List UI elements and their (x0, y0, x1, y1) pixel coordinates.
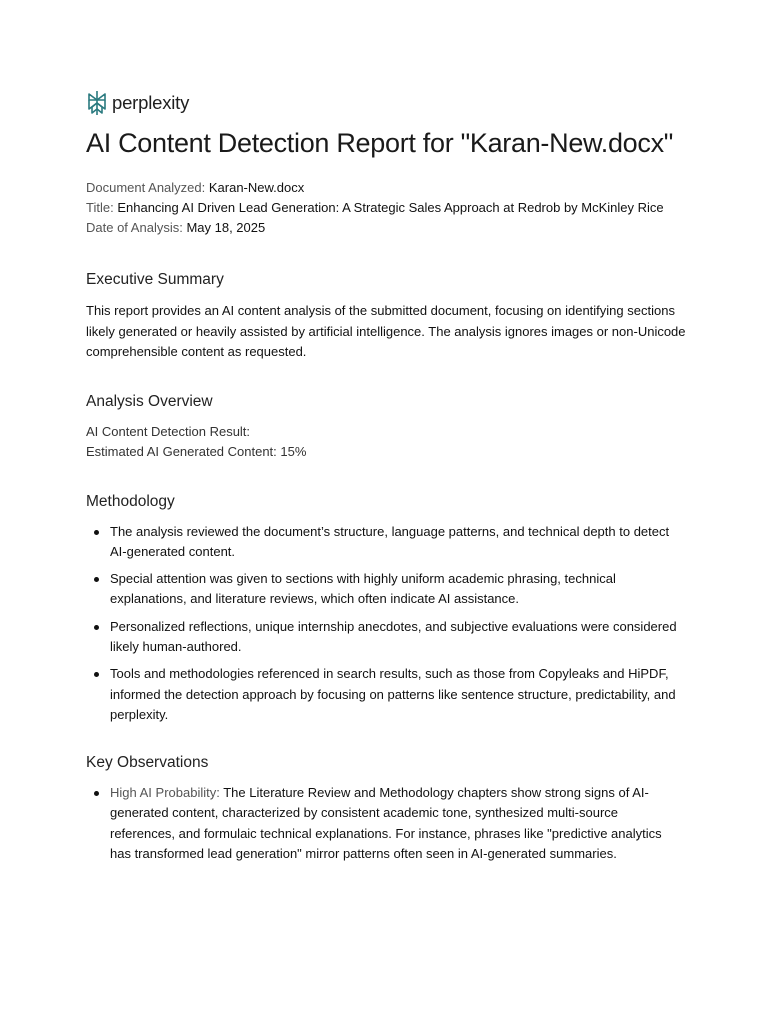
estimated-ai-content: Estimated AI Generated Content: 15% (86, 444, 307, 459)
list-item-text: Tools and methodologies referenced in search results, such as those from Copyleaks and HiPDF, informed the detection approach by focusing on patterns like sentence structure, predictability, and perplexity. (110, 666, 676, 722)
meta-title (86, 198, 686, 218)
list-item (86, 569, 686, 610)
bullet-icon (94, 791, 99, 796)
brand-name: perplexity (112, 92, 190, 113)
meta-date (86, 218, 686, 238)
list-item (86, 783, 686, 864)
report-content (86, 88, 686, 871)
meta-document (86, 178, 686, 198)
brand-logo (86, 88, 686, 118)
meta-date-label: Date of Analysis: (86, 220, 183, 235)
list-item-text: The analysis reviewed the document’s structure, language patterns, and technical depth to detect AI-generated content. (110, 523, 670, 559)
meta-document-value: Karan-New.docx (208, 180, 305, 195)
methodology-list (86, 522, 686, 726)
observation-label: High AI Probability: (110, 785, 220, 801)
meta-document-label: Document Analyzed: (86, 180, 206, 195)
observation-text: The Literature Review and Methodology chapters show strong signs of AI-generated content, characterized by consistent academic tone, synthesized multi-source references, and formulaic technical explanations. For instance, phrases like "predictive analytics has transformed lead generation" mirror patterns often seen in AI-generated summaries. (110, 785, 662, 862)
list-item (86, 617, 686, 658)
list-item (86, 522, 686, 563)
perplexity-logo-icon (86, 90, 108, 116)
detection-result-label: AI Content Detection Result: (86, 423, 251, 439)
report-title: AI Content Detection Report for "Karan-New.docx" (86, 128, 674, 158)
executive-summary-heading: Executive Summary (86, 271, 224, 288)
bullet-icon (94, 530, 99, 535)
meta-date-value: May 18, 2025 (186, 220, 266, 235)
analysis-overview-heading: Analysis Overview (86, 392, 213, 410)
meta-title-label: Title: (86, 200, 114, 215)
analysis-overview-body (86, 422, 686, 463)
bullet-icon (94, 625, 99, 630)
meta-title-value: Enhancing AI Driven Lead Generation: A Strategic Sales Approach at Redrob by McKinley Rice (117, 200, 664, 215)
bullet-icon (94, 672, 99, 677)
list-item-text: Special attention was given to sections with highly uniform academic phrasing, technical explanations, and literature reviews, which often indicate AI assistance. (110, 571, 616, 607)
key-observations-heading: Key Observations (86, 754, 209, 772)
executive-summary-text: This report provides an AI content analysis of the submitted document, focusing on identifying sections likely generated or heavily assisted by artificial intelligence. The analysis ignores images or non-Unicode comprehensible content as requested. (86, 303, 686, 359)
list-item (86, 664, 686, 725)
list-item-text: Personalized reflections, unique internship anecdotes, and subjective evaluations were considered likely human-authored. (110, 618, 677, 654)
methodology-heading: Methodology (86, 492, 175, 510)
key-observations-list (86, 783, 686, 864)
bullet-icon (94, 577, 99, 582)
